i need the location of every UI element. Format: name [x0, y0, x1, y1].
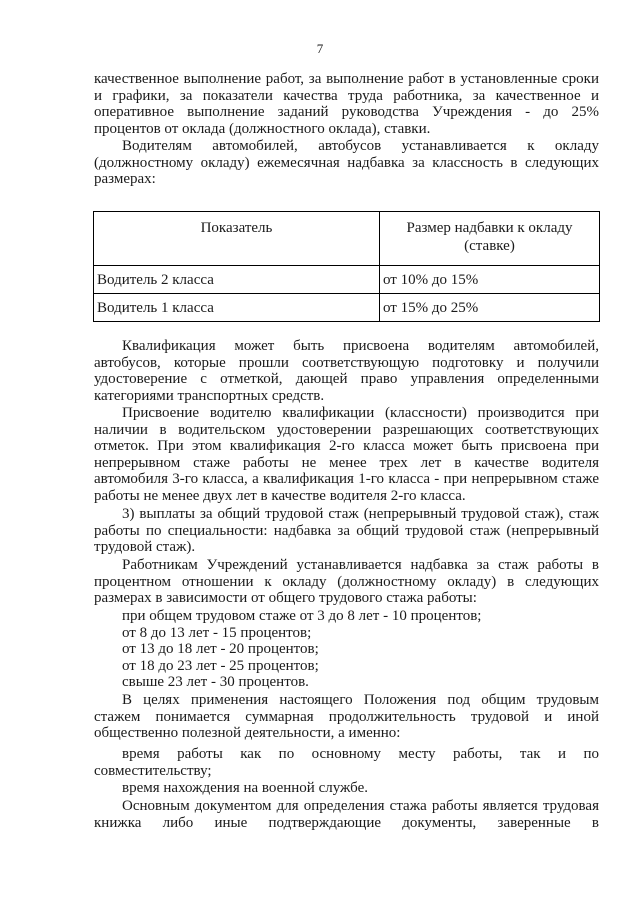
text-line: Квалификация может быть присвоена водителям автомобилей,: [122, 338, 599, 354]
document-paragraph: [94, 798, 599, 831]
text-line: Водителям автомобилей, автобусов устанавливается к окладу: [122, 138, 599, 154]
cell-size: от 15% до 25%: [380, 294, 600, 322]
seniority-list: [122, 608, 602, 691]
text-line: работы по специальности: надбавка за общий трудовой стаж (непрерывный: [94, 522, 599, 539]
text-line: Присвоение водителю квалификации (классности) производится при: [122, 405, 599, 421]
text-line: общественно полезной деятельности, а именно:: [94, 725, 401, 742]
definition-paragraph: [94, 692, 599, 742]
text-line: удостоверение с отметкой, дающей право управления определенными: [94, 371, 599, 388]
text-line: размерах в зависимости от общего трудового стажа работы:: [94, 590, 477, 607]
list-item: от 13 до 18 лет - 20 процентов;: [122, 641, 319, 658]
text-line: наличии в водительском удостоверении разрешающих соответствующих: [94, 421, 599, 438]
text-line: качественное выполнение работ, за выполнение работ в установленные сроки: [94, 71, 599, 87]
text-line: 3) выплаты за общий трудовой стаж (непрерывный трудовой стаж), стаж: [122, 506, 599, 522]
employees-paragraph: [94, 557, 599, 607]
work-time-paragraph: [94, 746, 599, 779]
text-line: размерах:: [94, 171, 156, 188]
list-item: от 18 до 23 лет - 25 процентов;: [122, 657, 319, 674]
header-size-line: Размер надбавки к окладу: [406, 220, 573, 236]
cell-size: от 10% до 15%: [380, 266, 600, 294]
list-item: от 8 до 13 лет - 15 процентов;: [122, 624, 312, 641]
qualification-paragraph: [94, 338, 599, 404]
text-line: оперативное выполнение заданий руководства Учреждения - до 25%: [94, 104, 599, 121]
text-line: работы не менее двух лет в качестве водителя 2-го класса.: [94, 487, 466, 504]
cell-indicator: Водитель 1 класса: [94, 294, 380, 322]
text-line: непрерывном стаже работы не менее трех лет в качестве водителя: [94, 454, 599, 471]
text-line: категориями транспортных средств.: [94, 387, 325, 404]
table-row: [94, 266, 600, 294]
list-item: при общем трудовом стаже от 3 до 8 лет - 10 процентов;: [122, 608, 482, 624]
text-line: трудовой стаж).: [94, 539, 196, 556]
table-row: [94, 294, 600, 322]
class-allowance-table: [93, 211, 600, 322]
text-line: Основным документом для определения стажа работы является трудовая: [122, 798, 599, 814]
text-line: стажем понимается суммарная продолжительность трудовой и иной: [94, 708, 599, 725]
text-line: и графики, за показатели качества труда работника, за качественное и: [94, 87, 599, 104]
assignment-paragraph: [94, 405, 599, 505]
text-line: Работникам Учреждений устанавливается надбавка за стаж работы в: [122, 557, 599, 573]
header-size: [380, 212, 600, 266]
military-line: [94, 780, 599, 797]
text-line: автобусов, которые прошли соответствующую подготовку и получили: [94, 354, 599, 371]
payments-paragraph: [94, 506, 599, 556]
page-number: 7: [316, 41, 324, 56]
header-size-line: (ставке): [464, 238, 515, 254]
text-line: В целях применения настоящего Положения под общим трудовым: [122, 692, 599, 708]
text-line: время нахождения на военной службе.: [122, 780, 369, 796]
text-line: совместительству;: [94, 762, 212, 779]
drivers-paragraph: [94, 138, 599, 188]
text-line: процентов от оклада (должностного оклада), ставки.: [94, 120, 431, 137]
text-line: автомобиля 3-го класса, а квалификация 1-го класса - при непрерывном стаже: [94, 471, 599, 488]
text-line: (должностному окладу) ежемесячная надбавка за классность в следующих: [94, 154, 599, 171]
list-item: свыше 23 лет - 30 процентов.: [122, 674, 309, 691]
header-indicator: Показатель: [94, 212, 380, 266]
table-header-row: [94, 212, 600, 266]
text-line: отметок. При этом квалификация 2-го класса может быть присвоена при: [94, 438, 599, 455]
cell-indicator: Водитель 2 класса: [94, 266, 380, 294]
text-line: процентном отношении к окладу (должностному окладу) в следующих: [94, 573, 599, 590]
top-paragraph: [94, 71, 599, 137]
text-line: книжка либо иные подтверждающие документы, заверенные в: [94, 814, 599, 831]
text-line: время работы как по основному месту работы, так и по: [122, 746, 599, 762]
